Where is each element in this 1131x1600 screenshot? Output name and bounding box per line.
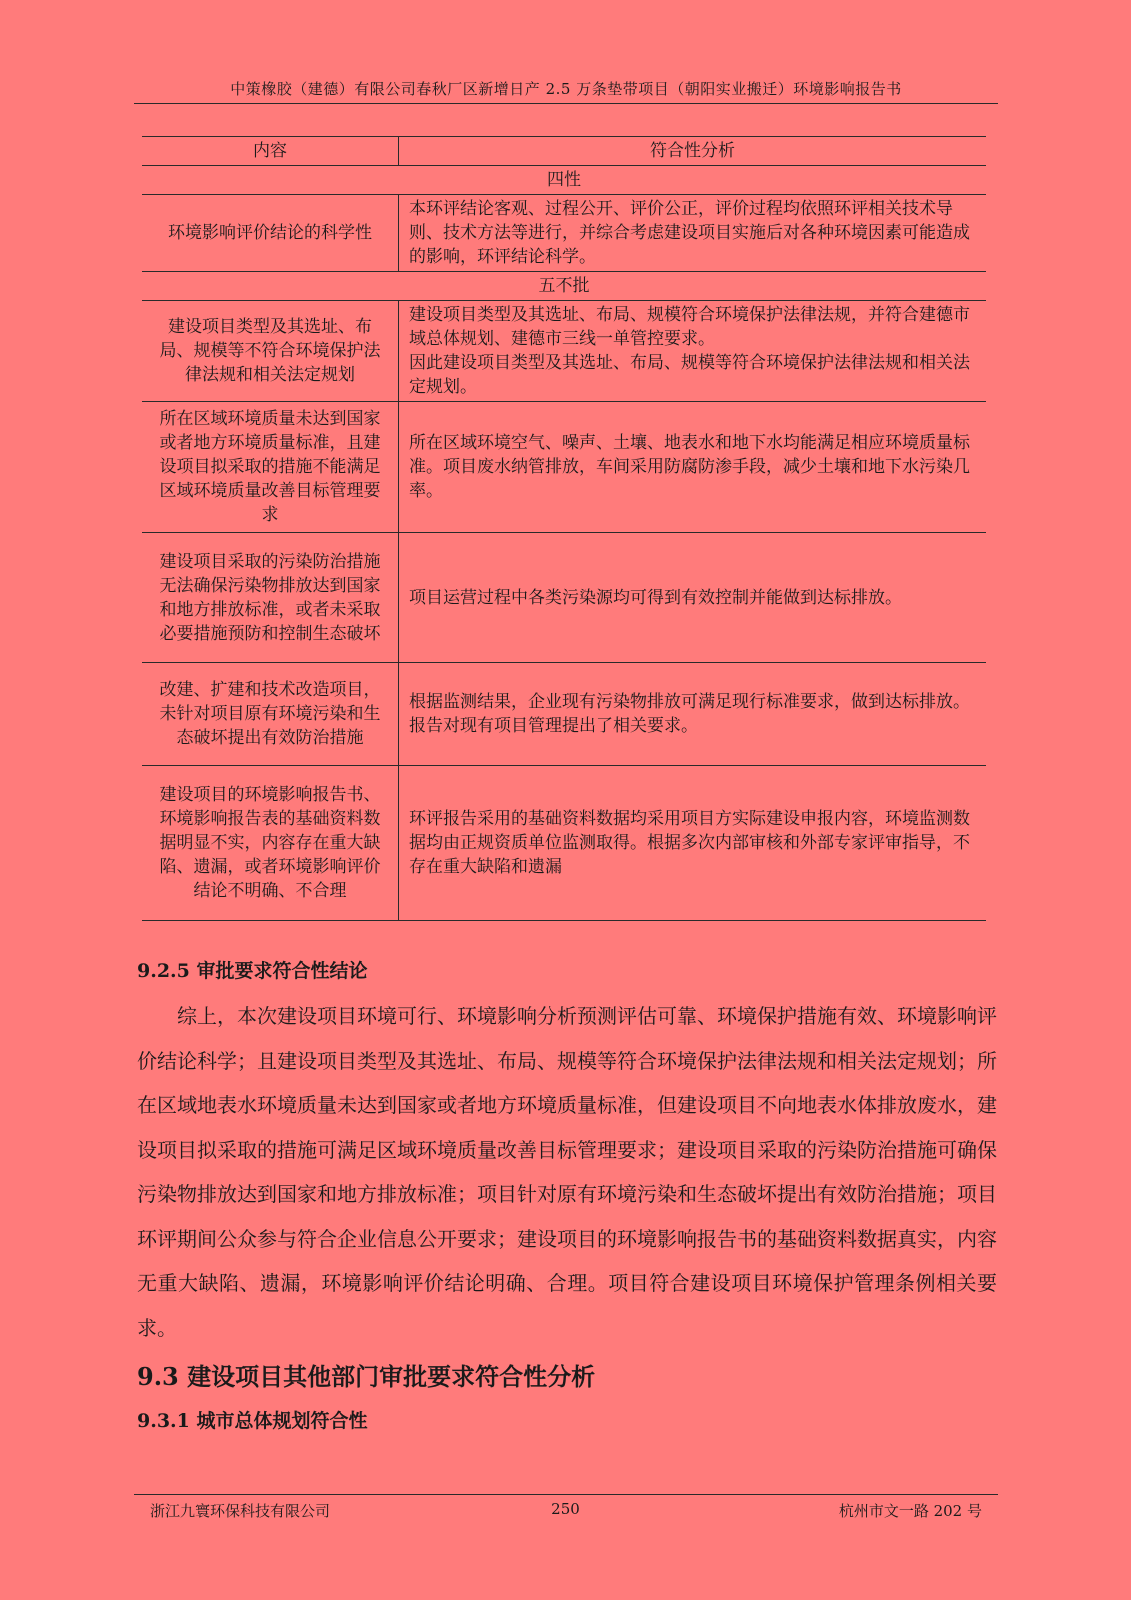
- running-header: 中策橡胶（建德）有限公司春秋厂区新增日产 2.5 万条垫带项目（朝阳实业搬迁）环境影响报告书: [230, 80, 902, 98]
- section-label-four: 四性: [142, 166, 986, 195]
- row-content-cell: 建设项目的环境影响报告书、环境影响报告表的基础资料数据明显不实，内容存在重大缺陷、遗漏，或者环境影响评价结论不明确、不合理: [142, 766, 399, 921]
- column-header-content: 内容: [142, 137, 399, 166]
- table-row: [142, 301, 986, 402]
- section-heading-931: 9.3.1 城市总体规划符合性: [137, 1410, 368, 1432]
- row-content-cell: 建设项目类型及其选址、布局、规模等不符合环境保护法律法规和相关法定规划: [142, 301, 399, 402]
- analysis-line: 建设项目类型及其选址、布局、规模符合环境保护法律法规，并符合建德市域总体规划、建德市三线一单管控要求。: [409, 305, 970, 349]
- table-header-row: [142, 137, 986, 166]
- row-analysis-cell: 环评报告采用的基础资料数据均采用项目方实际建设申报内容，环境监测数据均由正规资质单位监测取得。根据多次内部审核和外部专家评审指导，不存在重大缺陷和遗漏: [399, 766, 987, 921]
- row-content-cell: 环境影响评价结论的科学性: [142, 195, 399, 272]
- conclusion-paragraph: 综上，本次建设项目环境可行、环境影响分析预测评估可靠、环境保护措施有效、环境影响评价结论科学；且建设项目类型及其选址、布局、规模等符合环境保护法律法规和相关法定规划；所在区域地表水环境质量未达到国家或者地方环境质量标准，但建设项目不向地表水体排放废水，建设项目拟采取的措施可满足区域环境质量改善目标管理要求；建设项目采取的污染防治措施可确保污染物排放达到国家和地方排放标准；项目针对原有环境污染和生态破坏提出有效防治措施；项目环评期间公众参与符合企业信息公开要求；建设项目的环境影响报告书的基础资料数据真实，内容无重大缺陷、遗漏，环境影响评价结论明确、合理。项目符合建设项目环境保护管理条例相关要求。: [137, 1004, 997, 1340]
- section-heading-93: 9.3 建设项目其他部门审批要求符合性分析: [137, 1362, 596, 1391]
- row-content-cell: 改建、扩建和技术改造项目，未针对项目原有环境污染和生态破坏提出有效防治措施: [142, 663, 399, 766]
- row-content-cell: 建设项目采取的污染防治措施无法确保污染物排放达到国家和地方排放标准，或者未采取必要措施预防和控制生态破坏: [142, 533, 399, 663]
- row-analysis-cell: 本环评结论客观、过程公开、评价公正，评价过程均依照环评相关技术导则、技术方法等进行，并综合考虑建设项目实施后对各种环境因素可能造成的影响，环评结论科学。: [399, 195, 987, 272]
- row-analysis-cell: 项目运营过程中各类污染源均可得到有效控制并能做到达标排放。: [399, 533, 987, 663]
- column-header-analysis: 符合性分析: [399, 137, 987, 166]
- analysis-line: 因此建设项目类型及其选址、布局、规模等符合环境保护法律法规和相关法定规划。: [409, 353, 970, 397]
- table-row: [142, 533, 986, 663]
- footer-company: 浙江九寰环保科技有限公司: [150, 1502, 331, 1520]
- row-content-cell: 所在区域环境质量未达到国家或者地方环境质量标准，且建设项目拟采取的措施不能满足区域环境质量改善目标管理要求: [142, 402, 399, 533]
- section-label-five: 五不批: [142, 272, 986, 301]
- header-rule: [134, 103, 998, 104]
- row-analysis-cell: [399, 301, 987, 402]
- table-row: [142, 195, 986, 272]
- table-row: [142, 766, 986, 921]
- section-heading-925: 9.2.5 审批要求符合性结论: [137, 960, 368, 982]
- section-row-five: [142, 272, 986, 301]
- table-row: [142, 402, 986, 533]
- table-row: [142, 663, 986, 766]
- footer-rule: [134, 1494, 998, 1495]
- footer-address: 杭州市文一路 202 号: [838, 1502, 982, 1520]
- row-analysis-cell: 所在区域环境空气、噪声、土壤、地表水和地下水均能满足相应环境质量标准。项目废水纳管排放，车间采用防腐防渗手段，减少土壤和地下水污染几率。: [399, 402, 987, 533]
- section-row-four: [142, 166, 986, 195]
- compliance-table: [142, 136, 986, 921]
- page-number: 250: [551, 1500, 580, 1518]
- row-analysis-cell: 根据监测结果，企业现有污染物排放可满足现行标准要求，做到达标排放。报告对现有项目管理提出了相关要求。: [399, 663, 987, 766]
